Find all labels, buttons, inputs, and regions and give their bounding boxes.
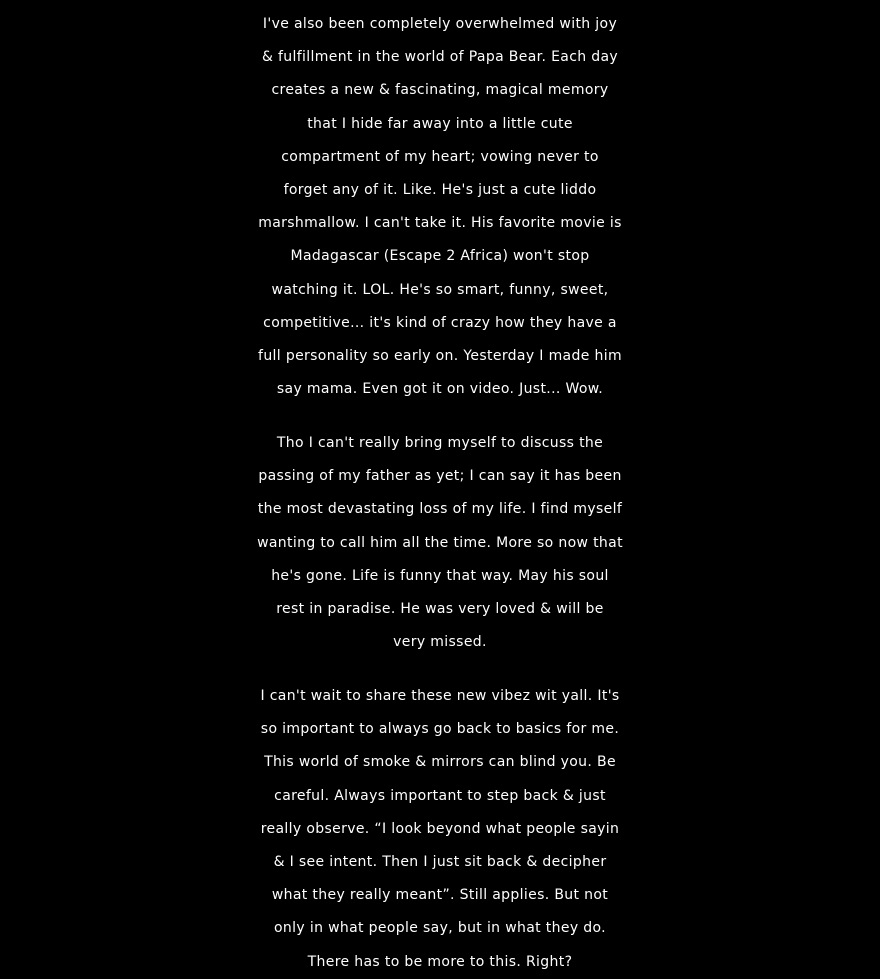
text-line: say mama. Even got it on video. Just... Wow. (276, 381, 604, 398)
text-line: I've also been completely overwhelmed with joy (262, 16, 618, 32)
text-line: This world of smoke & mirrors can blind you. Be (264, 754, 616, 771)
text-line: watching it. LOL. He's so smart, funny, sweet, (271, 281, 609, 298)
text-line: marshmallow. I can't take it. His favorite movie is (258, 215, 622, 232)
paragraph-new-vibez (0, 680, 880, 979)
text-line: the most devastating loss of my life. I find myself (257, 501, 623, 518)
text-line: that I hide far away into a little cute (307, 115, 573, 132)
text-line: very missed. (393, 634, 487, 651)
text-line: careful. Always important to step back & just (274, 787, 606, 804)
text-line: so important to always go back to basics for me. (260, 721, 620, 738)
text-line: I can't wait to share these new vibez wit yall. It's (260, 688, 620, 704)
text-line: rest in paradise. He was very loved & will be (276, 600, 604, 617)
text-line: what they really meant”. Still applies. But not (271, 887, 609, 904)
text-line: Tho I can't really bring myself to discuss the (276, 435, 604, 451)
text-line: forget any of it. Like. He's just a cute liddo (283, 181, 597, 198)
paragraph-papa-bear (0, 8, 880, 406)
text-line: & I see intent. Then I just sit back & decipher (273, 853, 607, 870)
text-line: really observe. “I look beyond what people sayin (260, 820, 620, 837)
text-line: wanting to call him all the time. More so now that (257, 534, 623, 551)
text-line: he's gone. Life is funny that way. May his soul (271, 567, 609, 584)
paragraph-father (0, 427, 880, 659)
text-line: & fulfillment in the world of Papa Bear. Each day (261, 49, 619, 66)
text-line: passing of my father as yet; I can say it has been (258, 468, 622, 485)
text-line: There has to be more to this. Right? (307, 953, 573, 970)
text-line: only in what people say, but in what they do. (274, 920, 606, 937)
text-line: competitive... it's kind of crazy how they have a (263, 314, 617, 331)
text-line: compartment of my heart; vowing never to (281, 148, 599, 165)
text-line: creates a new & fascinating, magical memory (271, 82, 609, 99)
text-line: Madagascar (Escape 2 Africa) won't stop (290, 248, 590, 265)
text-line: full personality so early on. Yesterday I made him (258, 347, 622, 364)
